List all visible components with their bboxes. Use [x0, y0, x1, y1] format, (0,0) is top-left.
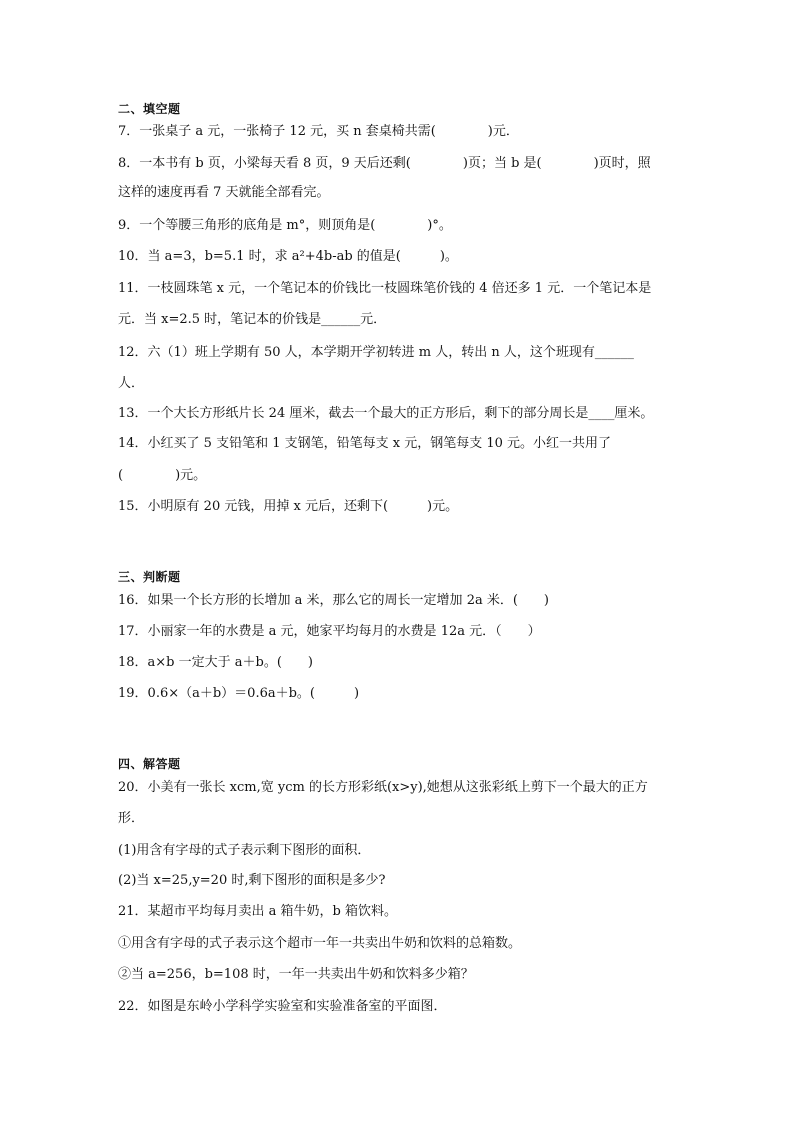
- question-20-line-1: 20．小美有一张长 xcm,宽 ycm 的长方形彩纸(x>y),她想从这张彩纸上剪下一个最大的正方: [118, 780, 648, 795]
- question-14-line-1: 14．小红买了 5 支铅笔和 1 支钢笔，铅笔每支 x 元，钢笔每支 10 元。小红一共用了: [118, 436, 612, 451]
- question-17-line: 17．小丽家一年的水费是 a 元，她家平均每月的水费是 12a 元．（ ）: [118, 624, 541, 639]
- question-20-line-2: 形．: [118, 811, 145, 826]
- question-8-line-2: 这样的速度再看 7 天就能全部看完。: [118, 185, 330, 200]
- question-8-line-1: 8．一本书有 b 页，小梁每天看 8 页，9 天后还剩( )页；当 b 是( )页时，照: [118, 156, 651, 171]
- question-18-line: 18．a×b 一定大于 a＋b。( ): [118, 655, 313, 670]
- question-13-line: 13．一个大长方形纸片长 24 厘米，截去一个最大的正方形后，剩下的部分周长是____厘米。: [118, 406, 654, 421]
- question-14-line-2: ( )元。: [118, 468, 207, 483]
- question-20-part-1: (1)用含有字母的式子表示剩下图形的面积．: [118, 843, 371, 858]
- question-11-line-1: 11．一枝圆珠笔 x 元，一个笔记本的价钱比一枝圆珠笔价钱的 4 倍还多 1 元．一个笔记本是: [118, 281, 652, 296]
- question-11-line-2: 元．当 x=2.5 时，笔记本的价钱是______元．: [118, 312, 387, 327]
- question-10-line: 10．当 a=3，b=5.1 时，求 a²+4b-ab 的值是( )。: [118, 249, 458, 264]
- question-21-part-1: ①用含有字母的式子表示这个超市一年一共卖出牛奶和饮料的总箱数。: [118, 936, 522, 951]
- section-heading-true-false: 三、判断题: [118, 570, 181, 584]
- question-15-line: 15．小明原有 20 元钱，用掉 x 元后，还剩下( )元。: [118, 499, 459, 514]
- question-12-line-1: 12．六（1）班上学期有 50 人，本学期开学初转进 m 人，转出 n 人，这个班现有______: [118, 345, 634, 360]
- question-21-part-2: ②当 a=256，b=108 时，一年一共卖出牛奶和饮料多少箱？: [118, 967, 474, 982]
- question-9-line: 9．一个等腰三角形的底角是 m°，则顶角是( )°。: [118, 218, 452, 233]
- question-20-part-2: (2)当 x=25,y=20 时,剩下图形的面积是多少?: [118, 873, 386, 888]
- question-19-line: 19．0.6×（a＋b）＝0.6a＋b。( ): [118, 686, 360, 701]
- question-16-line: 16．如果一个长方形的长增加 a 米，那么它的周长一定增加 2a 米．( ): [118, 593, 549, 608]
- section-heading-solve: 四、解答题: [118, 757, 181, 771]
- question-22-line: 22．如图是东岭小学科学实验室和实验准备室的平面图．: [118, 999, 447, 1014]
- question-12-line-2: 人．: [118, 376, 145, 391]
- question-7-line: 7．一张桌子 a 元，一张椅子 12 元，买 n 套桌椅共需( )元．: [118, 124, 519, 139]
- question-21-line: 21．某超市平均每月卖出 a 箱牛奶，b 箱饮料。: [118, 904, 398, 919]
- section-heading-fill-blank: 二、填空题: [118, 102, 181, 116]
